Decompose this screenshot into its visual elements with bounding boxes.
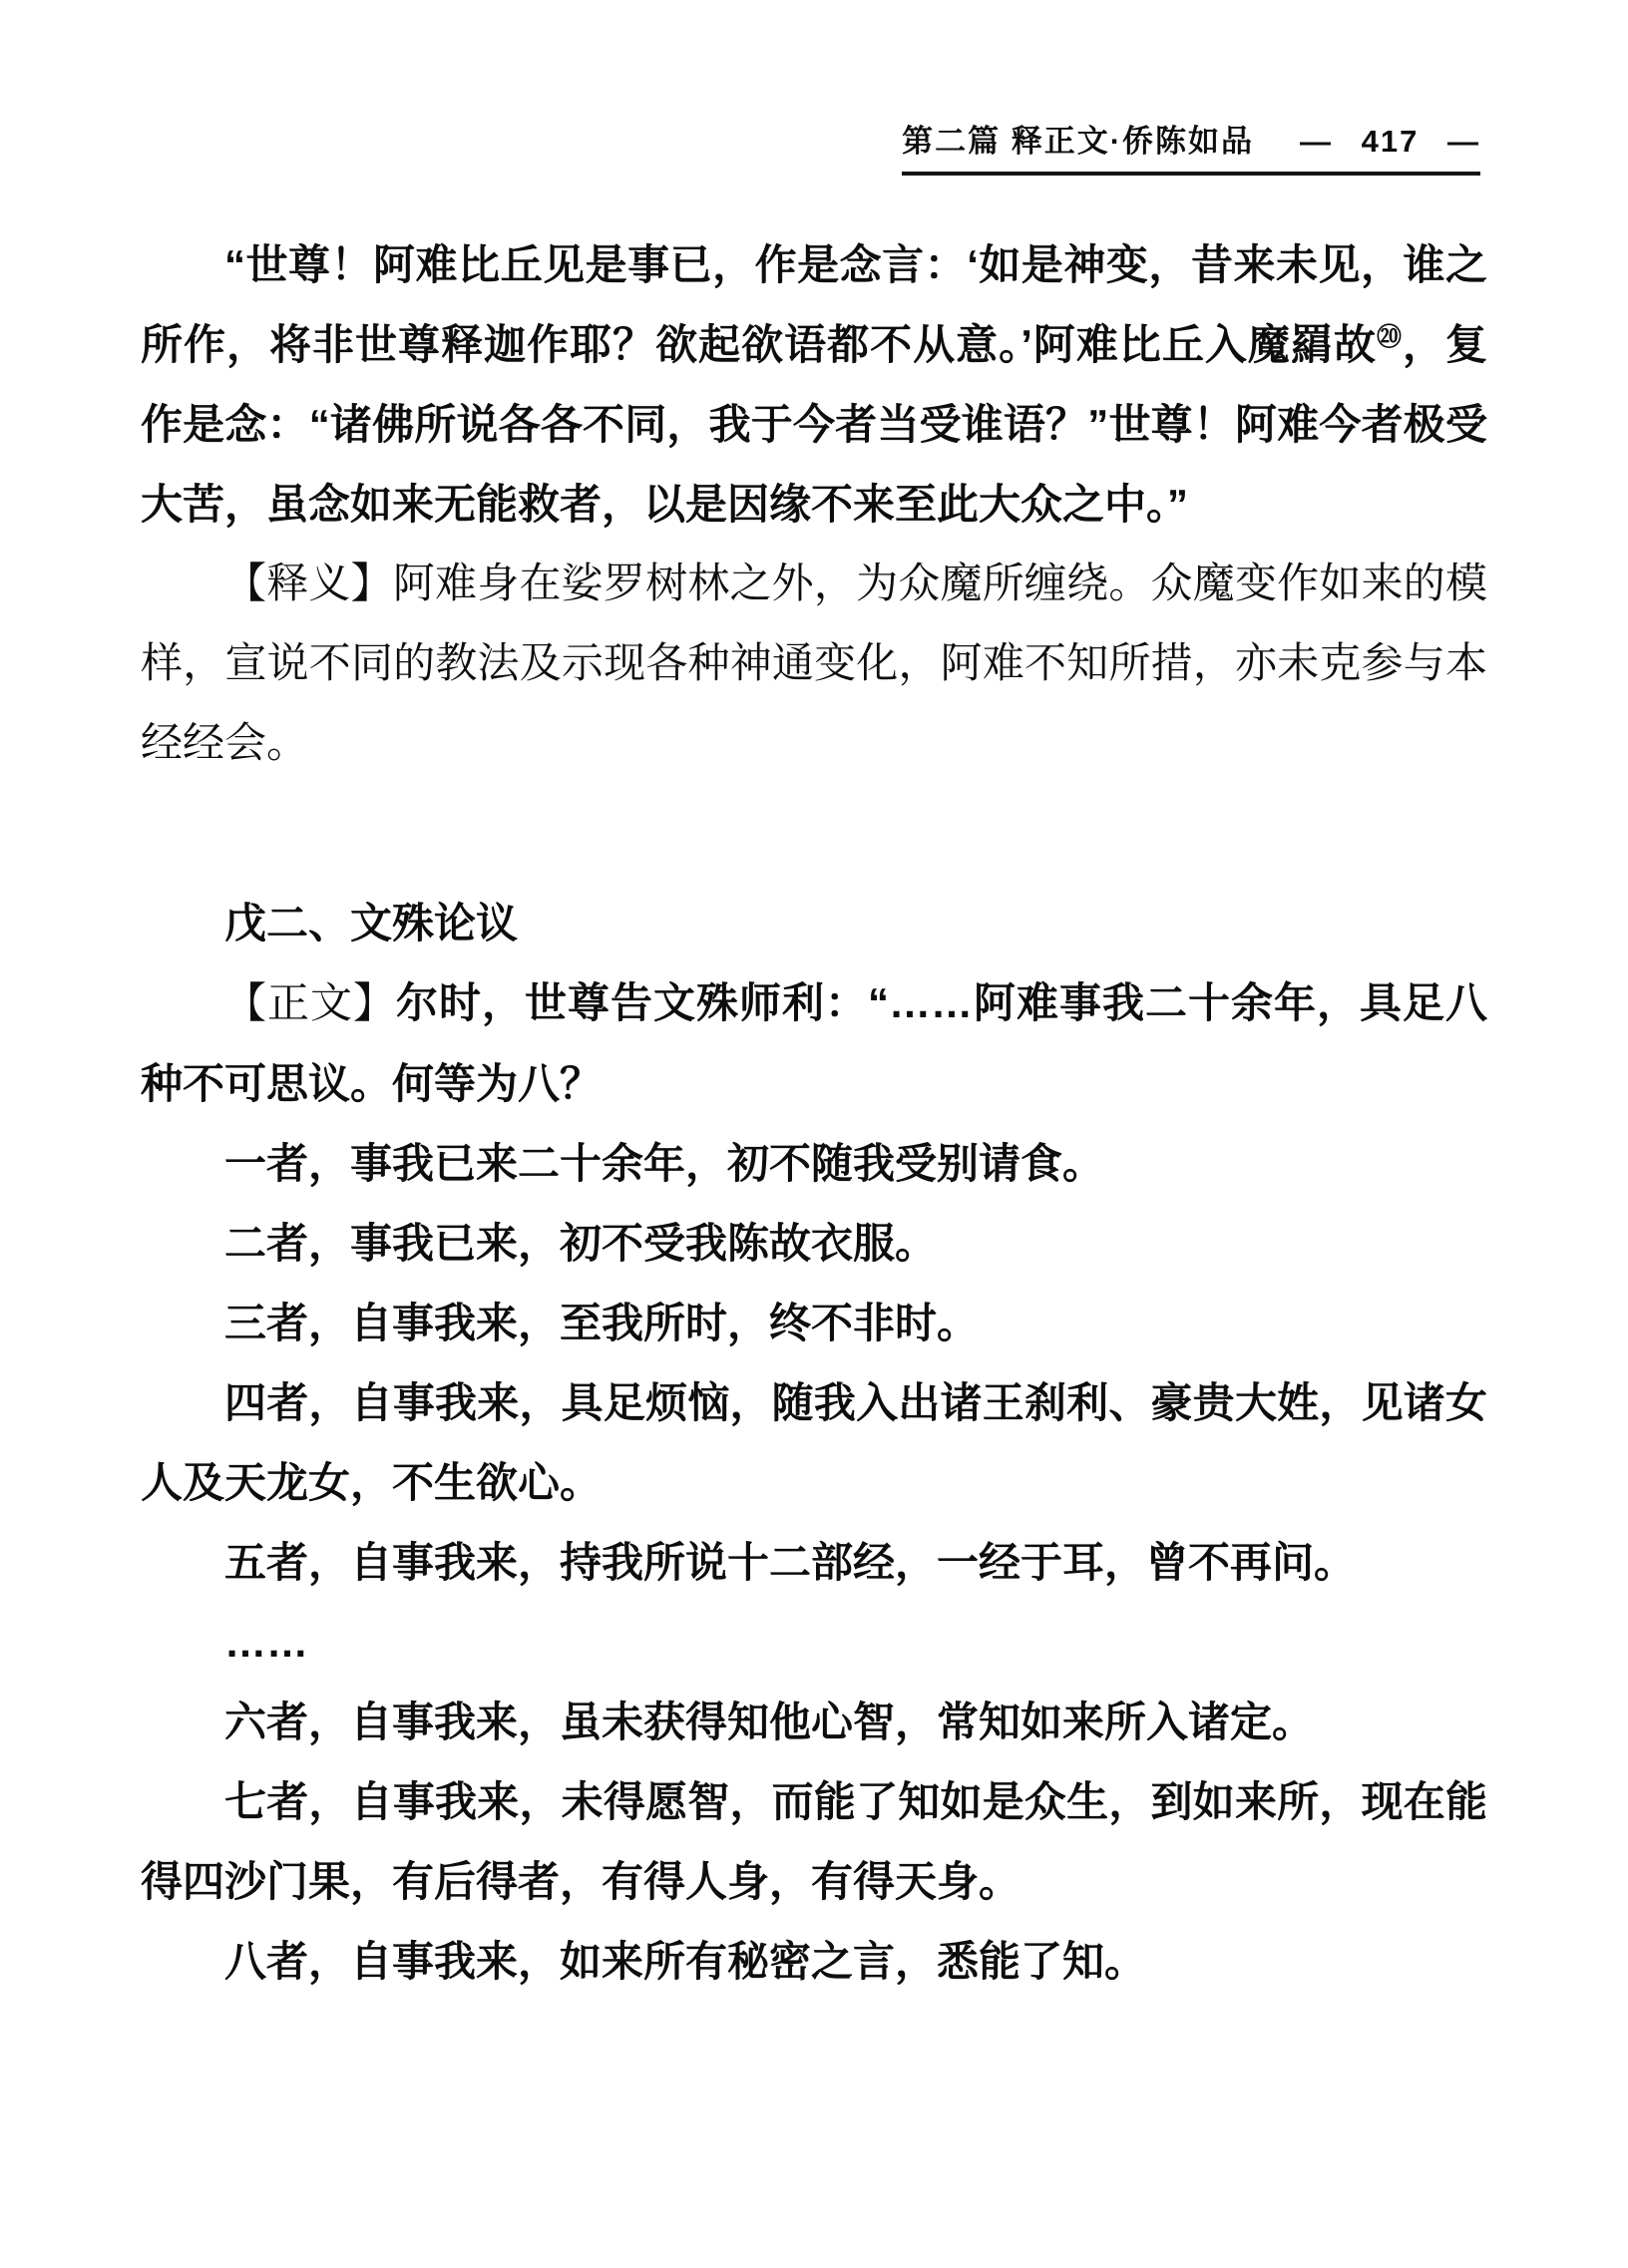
page-header	[902, 116, 1480, 176]
shiyi-paragraph	[141, 545, 1487, 784]
sutra-list-item-4: 四者，自事我来，具足烦恼，随我入出诸王刹利、豪贵大姓，见诸女人及天龙女，不生欲心。	[141, 1379, 1487, 1506]
shiyi-label: 【释义】	[224, 562, 393, 607]
scripture-quote-paragraph	[141, 225, 1487, 545]
sutra-list-item-3: 三者，自事我来，至我所时，终不非时。	[224, 1300, 980, 1346]
zhengwen-paragraph	[141, 963, 1487, 1124]
sutra-list-item-7: 七者，自事我来，未得愿智，而能了知如是众生，到如来所，现在能得四沙门果，有后得者，有得人身，有得天身。	[141, 1778, 1487, 1905]
footnote-mark-circled-20: ⑳	[1376, 323, 1403, 351]
sutra-list-item-8: 八者，自事我来，如来所有秘密之言，悉能了知。	[224, 1938, 1147, 1985]
text-column	[141, 225, 1487, 2002]
shiyi-text: 阿难身在娑罗树林之外，为众魔所缠绕。众魔变作如来的模样，宣说不同的教法及示现各种神通变化，阿难不知所措，亦未克参与本经经会。	[141, 562, 1487, 767]
sutra-list-item-1: 一者，事我已来二十余年，初不随我受别请食。	[224, 1140, 1105, 1187]
sutra-list-item-2: 二者，事我已来，初不受我陈故衣服。	[224, 1220, 938, 1267]
ellipsis-line: ……	[224, 1619, 308, 1666]
scripture-text-part2: ，复作是念：“诸佛所说各各不同，我于今者当受谁语？”世尊！阿难今者极受大苦，虽念如来无能救者，以是因缘不来至此大众之中。”	[141, 321, 1487, 528]
header-page-number: — 417 —	[1300, 124, 1480, 159]
sutra-list-item-5: 五者，自事我来，持我所说十二部经，一经于耳，曾不再问。	[224, 1539, 1357, 1586]
sutra-list-item-6: 六者，自事我来，虽未获得知他心智，常知如来所入诸定。	[224, 1699, 1315, 1745]
header-section-title: 第二篇 释正文·侨陈如品	[902, 124, 1255, 159]
running-head	[902, 116, 1480, 176]
zhengwen-label: 【正文】	[224, 981, 396, 1027]
scripture-text-part1: “世尊！阿难比丘见是事已，作是念言：‘如是神变，昔来未见，谁之所作，将非世尊释迦作耶？欲起欲语都不从意。’阿难比丘入魔羂故	[141, 241, 1487, 368]
section-heading: 戊二、文殊论议	[224, 900, 519, 946]
zhengwen-text: 尔时，世尊告文殊师利：“……阿难事我二十余年，具足八种不可思议。何等为八？	[141, 979, 1487, 1107]
